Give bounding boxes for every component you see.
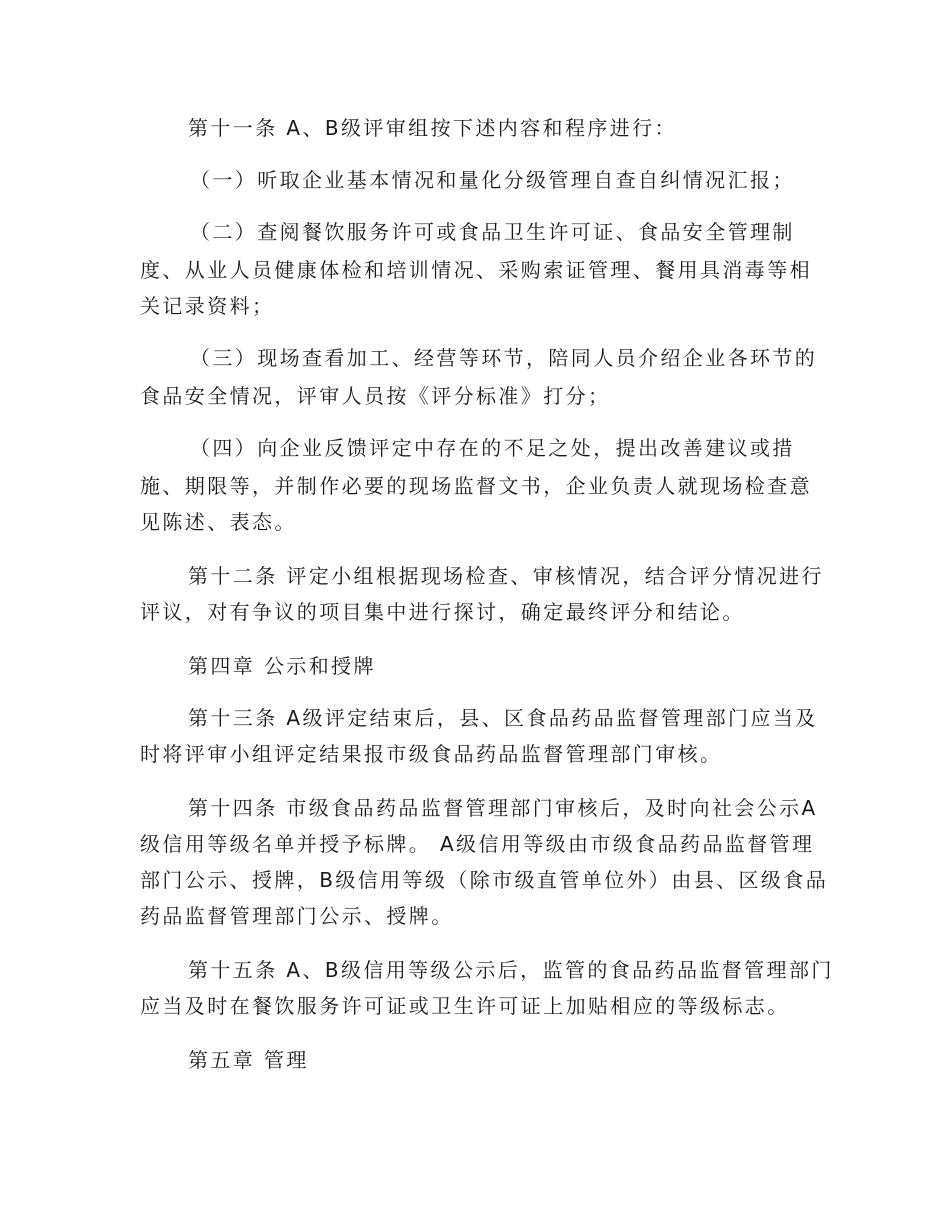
article-15-line-2: 应当及时在餐饮服务许可证或卫生许可证上加贴相应的等级标志。 (140, 994, 790, 1018)
item-2-line-3: 关记录资料； (140, 294, 275, 318)
item-3-line-1: （三）现场查看加工、经营等环节，陪同人员介绍企业各环节的 (190, 346, 818, 370)
item-2-line-2: 度、从业人员健康体检和培训情况、采购索证管理、餐用具消毒等相 (140, 258, 812, 282)
item-4-line-1: （四）向企业反馈评定中存在的不足之处，提出改善建议或措 (190, 436, 795, 460)
article-12-line-2: 评议，对有争议的项目集中进行探讨，确定最终评分和结论。 (140, 600, 745, 624)
article-14-line-3: 部门公示、授牌，B级信用等级（除市级直管单位外）由县、区级食品 (140, 868, 829, 892)
item-2-line-1: （二）查阅餐饮服务许可或食品卫生许可证、食品安全管理制 (190, 220, 795, 244)
article-11-heading: 第十一条 A、B级评审组按下述内容和程序进行： (188, 116, 677, 140)
article-12-line-1: 第十二条 评定小组根据现场检查、审核情况，结合评分情况进行 (188, 564, 824, 588)
article-14-line-1: 第十四条 市级食品药品监督管理部门审核后，及时向社会公示A (188, 796, 818, 820)
item-4-line-3: 见陈述、表态。 (140, 510, 297, 534)
article-15-line-1: 第十五条 A、B级信用等级公示后，监管的食品药品监督管理部门 (188, 958, 834, 982)
item-1-text: （一）听取企业基本情况和量化分级管理自查自纠情况汇报； (190, 168, 795, 192)
article-13-line-1: 第十三条 A级评定结束后，县、区食品药品监督管理部门应当及 (188, 706, 818, 730)
chapter-5-heading: 第五章 管理 (188, 1048, 309, 1072)
item-3-line-2: 食品安全情况，评审人员按《评分标准》打分； (140, 384, 611, 408)
article-14-line-2: 级信用等级名单并授予标牌。 A级信用等级由市级食品药品监督管理 (140, 832, 815, 856)
chapter-4-heading: 第四章 公示和授牌 (188, 654, 376, 678)
item-4-line-2: 施、期限等，并制作必要的现场监督文书，企业负责人就现场检查意 (140, 474, 812, 498)
article-14-line-4: 药品监督管理部门公示、授牌。 (140, 904, 454, 928)
article-13-line-2: 时将评审小组评定结果报市级食品药品监督管理部门审核。 (140, 742, 723, 766)
